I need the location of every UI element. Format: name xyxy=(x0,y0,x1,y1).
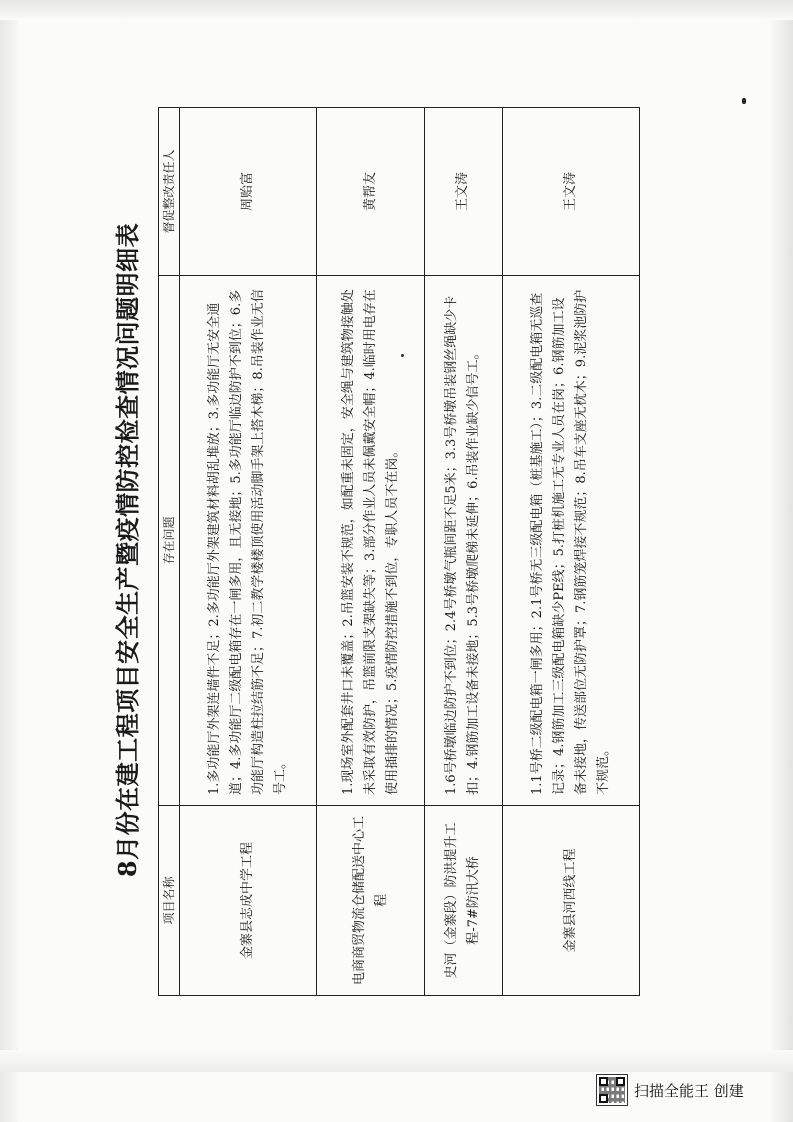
document-title: 8月份在建工程项目安全生产暨疫情防控检查情况问题明细表 xyxy=(113,222,142,878)
table-row xyxy=(180,108,317,996)
responsible-person-cell: 黄帮友 xyxy=(317,108,425,276)
scan-shadow-bottom xyxy=(0,1050,793,1072)
issues-cell: 1.多功能厅外架连墙件不足；2.多功能厅外架建筑材料胡乱堆放；3.多功能厅无安全通道；4.多功能厅二级配电箱存在一闸多用，且无接地；5.多功能厅临边防护不到位；6.多功能厅构造柱拉结筋不足；7.初二教学楼楼顶使用活动脚手架上搭木梯；8.吊装作业无信号工。 xyxy=(180,276,317,806)
inspection-issues-table xyxy=(158,107,640,996)
table-row xyxy=(424,108,502,996)
responsible-person-cell: 王文涛 xyxy=(424,108,502,276)
scanner-watermark-label: 扫描全能王 创建 xyxy=(634,1081,744,1100)
project-name-cell: 金寨县志成中学工程 xyxy=(180,806,317,996)
scan-edge-right xyxy=(771,0,793,1122)
scan-edge-left xyxy=(0,0,18,1122)
qr-finder-pattern xyxy=(599,1077,608,1086)
scan-shadow-top xyxy=(0,0,793,20)
qr-code-icon xyxy=(596,1074,628,1106)
issues-cell: 1.现场室外配套井口未覆盖；2.吊篮安装不规范，如配重未固定，安全绳与建筑物接触处未采取有效防护，吊篮前限支架缺失等；3.部分作业人员未佩戴安全帽；4.临时用电存在使用插排的情况；5.疫情防控措施不到位，专职人员不在岗。 xyxy=(317,276,425,806)
column-header-responsible: 督促整改责任人 xyxy=(159,108,180,276)
issues-cell: 1.1号桥二级配电箱一闸多用；2.1号桥无三级配电箱（桩基施工）；3.二级配电箱无巡查记录；4.钢筋加工三级配电箱缺少PE线；5.打桩机施工无专业人员在岗；6.钢筋加工设备未接地，传送部位无防护罩；7.钢筋笼焊接不规范；8.吊车支座无枕木；9.泥浆池防护不规范。 xyxy=(502,276,639,806)
column-header-project: 项目名称 xyxy=(159,806,180,996)
table-row xyxy=(502,108,639,996)
project-name-cell: 金寨县河西线工程 xyxy=(502,806,639,996)
table-header-row xyxy=(159,108,180,996)
responsible-person-cell: 王文涛 xyxy=(502,108,639,276)
scanner-watermark xyxy=(596,1073,744,1107)
issues-cell: 1.6号桥墩临边防护不到位；2.4号桥墩气瓶间距不足5米；3.3号桥墩吊装钢丝绳缺少卡扣；4.钢筋加工设备未接地；5.3号桥墩爬梯未延伸；6.吊装作业缺少信号工。 xyxy=(424,276,502,806)
project-name-cell: 史河（金寨段）防洪提升工程-7#防汛大桥 xyxy=(424,806,502,996)
project-name-cell: 电商商贸物流仓储配送中心工程 xyxy=(317,806,425,996)
qr-finder-pattern xyxy=(616,1077,625,1086)
rotated-document-sheet xyxy=(100,100,645,1000)
column-header-issues: 存在问题 xyxy=(159,276,180,806)
qr-finder-pattern xyxy=(599,1094,608,1103)
table-row xyxy=(317,108,425,996)
scan-speck xyxy=(742,98,746,104)
responsible-person-cell: 周贻富 xyxy=(180,108,317,276)
